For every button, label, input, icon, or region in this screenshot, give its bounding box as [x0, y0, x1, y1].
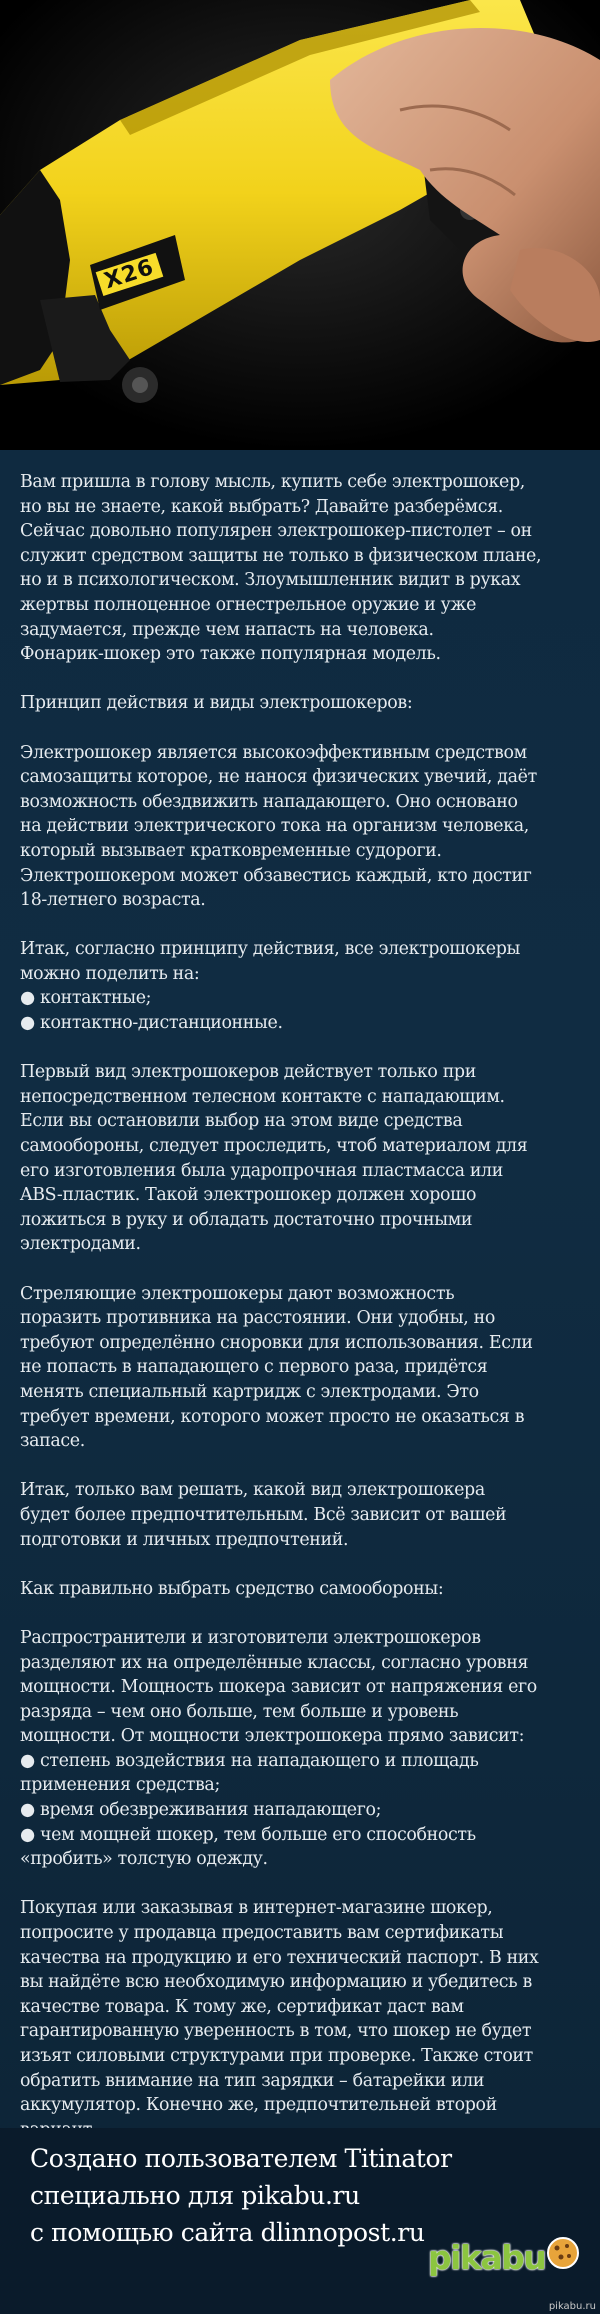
article-line: самозащиты которое, не нанося физических увечий, даёт	[20, 767, 537, 788]
article-line: электродами.	[20, 1234, 141, 1255]
credit-line: с помощью сайта dlinnopost.ru	[30, 2218, 425, 2247]
article-paragraph	[20, 470, 585, 667]
article-line: подготовки и личных предпочтений.	[20, 1529, 349, 1550]
article-line: гарантированную уверенность в том, что шокер не будет	[20, 2021, 532, 2042]
article-line: ● степень воздействия на нападающего и площадь	[20, 1750, 479, 1771]
article-line: но вы не знаете, какой выбрать? Давайте разберёмся.	[20, 496, 503, 517]
article-line: запасе.	[20, 1431, 85, 1452]
article-line: непосредственном телесном контакте с нападающим.	[20, 1086, 505, 1107]
article-line: ● контактные;	[20, 988, 152, 1009]
article-paragraph	[20, 741, 585, 913]
credit-line: специально для pikabu.ru	[30, 2181, 360, 2210]
article-line: Принцип действия и виды электрошокеров:	[20, 693, 413, 714]
article-line: будет более предпочтительным. Всё зависит от вашей	[20, 1504, 507, 1525]
device-marking-label: X26	[96, 253, 163, 296]
article-line: Вам пришла в голову мысль, купить себе электрошокер,	[20, 472, 525, 492]
article-line: поразить противника на расстоянии. Они удобны, но	[20, 1308, 496, 1329]
article-line: служит средством защиты не только в физическом плане,	[20, 545, 542, 566]
article-line: Итак, согласно принципу действия, все электрошокеры	[20, 939, 520, 960]
article-line: Если вы остановили выбор на этом виде средства	[20, 1111, 463, 1132]
article-text	[20, 470, 585, 2167]
article-line: качестве товара. К тому же, сертификат даст вам	[20, 1996, 464, 2017]
article-paragraph	[20, 1060, 585, 1257]
article-line: 18-летнего возраста.	[20, 890, 206, 911]
article-line: самообороны, следует проследить, чтоб материалом для	[20, 1136, 528, 1157]
article-paragraph	[20, 1577, 585, 1602]
article-paragraph	[20, 1896, 585, 2142]
pikabu-logo-text: pikabu	[428, 2238, 546, 2277]
article-line: Электрошокером может обзавестись каждый, кто достиг	[20, 865, 532, 886]
article-paragraph	[20, 937, 585, 1035]
article-line: ABS-пластик. Такой электрошокер должен хорошо	[20, 1185, 477, 1206]
article-line: мощности. Мощность шокера зависит от напряжения его	[20, 1677, 537, 1698]
article-line: мощности. От мощности электрошокера прямо зависит:	[20, 1726, 525, 1747]
article-line: изъят силовыми структурами при проверке. Также стоит	[20, 2046, 533, 2066]
article-line: менять специальный картридж с электродами. Это	[20, 1381, 479, 1402]
article-paragraph	[20, 691, 585, 716]
article-line: на действии электрического тока на организм человека,	[20, 816, 529, 837]
credit-line: Создано пользователем Titinator	[30, 2144, 452, 2173]
article-line: можно поделить на:	[20, 963, 200, 984]
article-line: Стреляющие электрошокеры дают возможность	[20, 1283, 455, 1304]
article-line: Итак, только вам решать, какой вид электрошокера	[20, 1480, 485, 1501]
article-line: «пробить» толстую одежду.	[20, 1849, 268, 1870]
article-line: ложиться в руку и обладать достаточно прочными	[20, 1209, 473, 1230]
article-line: его изготовления была ударопрочная пластмасса или	[20, 1160, 503, 1181]
footer	[0, 2128, 600, 2314]
hero-photo	[0, 0, 600, 450]
article-line: Фонарик-шокер это также популярная модель.	[20, 644, 441, 665]
article-line: Сейчас довольно популярен электрошокер-пистолет – он	[20, 521, 532, 542]
article-paragraph	[20, 1478, 585, 1552]
article-line: Покупая или заказывая в интернет-магазине шокер,	[20, 1898, 493, 1919]
article-line: возможность обездвижить нападающего. Оно основано	[20, 791, 518, 812]
article-line: ● контактно-дистанционные.	[20, 1013, 283, 1034]
article-line: Первый вид электрошокеров действует только при	[20, 1062, 476, 1083]
article-line: попросите у продавца предоставить вам сертификаты	[20, 1923, 504, 1944]
article-paragraph	[20, 1626, 585, 1872]
article-line: требует времени, которого может просто не оказаться в	[20, 1406, 525, 1427]
taser-illustration	[0, 0, 600, 450]
credit-text	[30, 2140, 450, 2251]
article-line: разряда – чем оно больше, тем больше и уровень	[20, 1701, 459, 1722]
article-line: обратить внимание на тип зарядки – батарейки или	[20, 2070, 485, 2091]
article-line: но и в психологическом. Злоумышленник видит в руках	[20, 570, 521, 591]
article-line: вы найдёте всю необходимую информацию и убедитесь в	[20, 1972, 532, 1993]
article-line: Распространители и изготовители электрошокеров	[20, 1627, 481, 1648]
article-line: задумается, прежде чем напасть на человека.	[20, 619, 434, 640]
article-line: Как правильно выбрать средство самообороны:	[20, 1578, 444, 1599]
article-line: ● время обезвреживания нападающего;	[20, 1800, 382, 1821]
article-line: жертвы полноценное огнестрельное оружие и уже	[20, 594, 477, 615]
watermark: pikabu.ru	[548, 2301, 596, 2312]
article-line: качества на продукцию и его технический паспорт. В них	[20, 1947, 539, 1968]
cookie-icon	[546, 2236, 580, 2270]
article-line: применения средства;	[20, 1775, 220, 1796]
article-line: аккумулятор. Конечно же, предпочтительней второй	[20, 2095, 497, 2116]
article-line: требуют определённо сноровки для использования. Если	[20, 1332, 533, 1353]
article-line: не попасть в нападающего с первого раза, придётся	[20, 1357, 488, 1378]
article-line: ● чем мощней шокер, тем больше его способность	[20, 1824, 476, 1845]
article-line: Электрошокер является высокоэффективным средством	[20, 742, 527, 763]
pikabu-logo[interactable]	[428, 2236, 578, 2276]
article-line: который вызывает кратковременные судороги.	[20, 840, 442, 861]
article-line: разделяют их на определённые классы, согласно уровня	[20, 1652, 529, 1673]
article-paragraph	[20, 1282, 585, 1454]
article-body	[0, 450, 600, 2128]
